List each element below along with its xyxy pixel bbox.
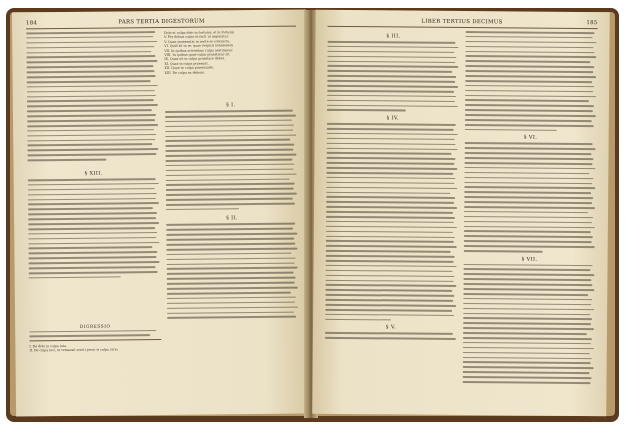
right-col1-text-block-1 <box>327 41 460 112</box>
right-running-header <box>328 18 598 29</box>
left-col2-section-heading-2: § II. <box>226 215 238 222</box>
left-col1-section-heading: § XIII. <box>84 170 103 177</box>
list-item: V. Per dolum culpa et facit ut imputatur. <box>164 34 229 40</box>
list-item: XI. Quae in culpa praesunt. <box>164 61 209 66</box>
list-item: V. Quae praesentia in nocte et contractu. <box>164 39 231 44</box>
open-book <box>6 8 619 422</box>
right-col2-section-heading-2: § VII. <box>521 256 538 263</box>
right-page <box>312 10 610 417</box>
list-item: VIII. In quibus quae culpa praestatur sit. <box>164 52 231 57</box>
right-col1-section-heading-1: § III. <box>386 33 401 40</box>
right-running-title: LIBER TERTIUS DECIMUS <box>421 18 503 26</box>
list-item: IX. Quae sit in culpa praestare debet. <box>164 56 226 62</box>
left-col2-text-block-1 <box>165 110 298 211</box>
left-page <box>12 9 310 416</box>
right-column-2 <box>462 31 597 412</box>
right-page-number: 185 <box>586 20 598 27</box>
left-col1-rubric: DIGRESSIO <box>79 323 111 329</box>
left-col2-section-heading-1: § I. <box>226 102 236 109</box>
right-col2-text-block-2 <box>464 142 597 252</box>
left-col1-text-block-1 <box>26 31 159 164</box>
right-col1-text-block-3 <box>325 332 457 340</box>
left-col1-text-block-2 <box>28 178 161 279</box>
left-column-2 <box>164 30 300 411</box>
left-running-title: PARS TERTIA DIGESTORUM <box>118 18 205 26</box>
left-footnote-2: II. De culpa levi, et remansit nociti prout is culpa ratio. <box>29 347 119 353</box>
right-col1-section-heading-2: § IV. <box>386 115 400 122</box>
list-item: XII. Quae in culpa praestando. <box>164 65 214 71</box>
left-running-header <box>26 18 296 30</box>
left-column-1 <box>26 31 162 412</box>
list-item: XIII. De culpa ex deliciis. <box>164 70 206 75</box>
left-page-number: 184 <box>25 20 38 27</box>
left-col2-list <box>164 30 296 75</box>
right-col2-text-block-1 <box>465 31 598 132</box>
list-item: Dolo et culpa dolo in fortunis, et in fortunis <box>164 30 235 35</box>
right-col2-text-block-3 <box>463 264 596 384</box>
left-col2-text-block-2 <box>166 223 299 319</box>
left-footnote-1: I. De dolo in culpa lata. <box>29 343 68 348</box>
right-col2-section-heading-1: § VI. <box>523 134 538 142</box>
list-item: VI. Quid sit in re, quae respicit solutionem <box>164 43 233 49</box>
right-col1-text-block-2 <box>325 123 459 321</box>
list-item: VII. In quibus actionibus culpa aestimatur. <box>164 47 234 53</box>
left-col1-rubric-text <box>29 330 161 337</box>
right-col1-section-heading-3: § V. <box>385 324 397 331</box>
right-column-1 <box>324 30 459 411</box>
